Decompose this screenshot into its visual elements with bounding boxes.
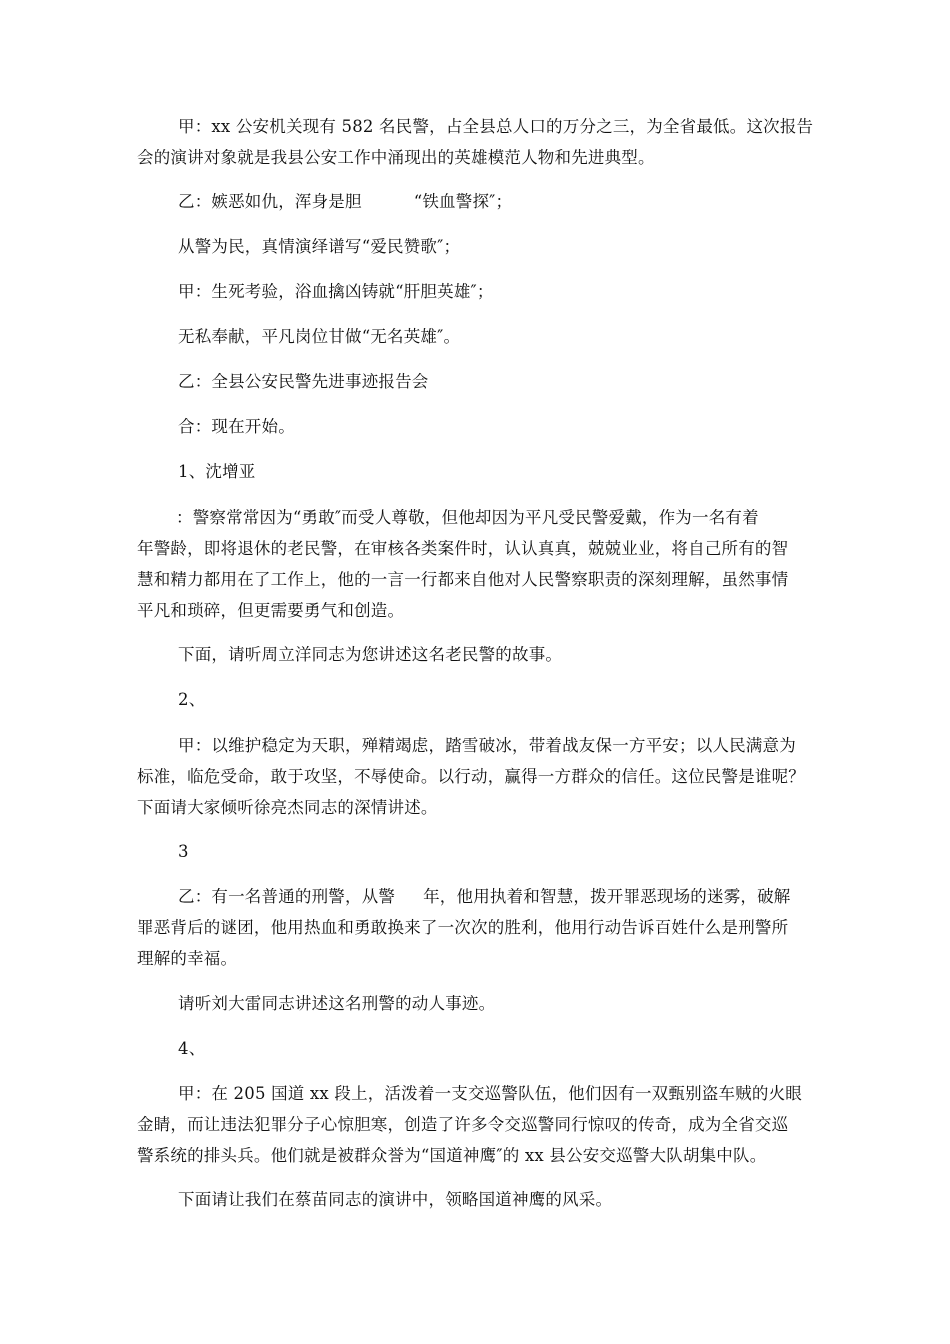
paragraph-line: 慧和精力都用在了工作上，他的一言一行都来自他对人民警察职责的深刻理解，虽然事情: [137, 570, 789, 589]
paragraph-line: 合：现在开始。: [178, 417, 295, 436]
paragraph-line: ：警察常常因为“勇敢″而受人尊敬，但他却因为平凡受民警爱戴，作为一名有着: [176, 508, 759, 527]
paragraph-line: 理解的幸福。: [137, 949, 238, 968]
paragraph-line: 下面，请听周立洋同志为您讲述这名老民警的故事。: [178, 645, 563, 664]
paragraph-line: 从警为民，真情演绎谱写“爱民赞歌″；: [178, 237, 461, 256]
paragraph-line: 甲：以维护稳定为天职，殚精竭虑，踏雪破冰，带着战友保一方平安；以人民满意为: [178, 736, 796, 755]
section-number: 4、: [178, 1039, 206, 1058]
paragraph-line: 罪恶背后的谜团，他用热血和勇敢换来了一次次的胜利，他用行动告诉百姓什么是刑警所: [137, 918, 789, 937]
section-number: 3: [178, 842, 189, 861]
paragraph-line: 下面请让我们在蔡苗同志的演讲中，领略国道神鹰的风采。: [178, 1190, 613, 1209]
paragraph-line: 甲：在 205 国道 xx 段上，活泼着一支交巡警队伍，他们因有一双甄别盗车贼的火眼: [178, 1084, 802, 1103]
paragraph-line: 下面请大家倾听徐亮杰同志的深情讲述。: [137, 798, 438, 817]
paragraph-line: [178, 887, 791, 907]
text-segment: 年，他用执着和智慧，拨开罪恶现场的迷雾，破解: [423, 887, 791, 906]
text-segment: “铁血警探″；: [413, 192, 513, 211]
paragraph-line: 年警龄，即将退休的老民警，在审核各类案件时，认认真真，兢兢业业，将自己所有的智: [137, 539, 789, 558]
paragraph-line: 请听刘大雷同志讲述这名刑警的动人事迹。: [178, 994, 496, 1013]
paragraph-line: 标准，临危受命，敢于攻坚，不辱使命。以行动，赢得一方群众的信任。这位民警是谁呢？: [137, 767, 805, 786]
paragraph-line: 会的演讲对象就是我县公安工作中涌现出的英雄模范人物和先进典型。: [137, 148, 655, 167]
paragraph-line: 甲：生死考验，浴血擒凶铸就“肝胆英雄″；: [178, 282, 494, 301]
paragraph-line: [178, 192, 512, 212]
text-segment: 乙：嫉恶如仇，浑身是胆: [178, 192, 362, 211]
section-number: 2、: [178, 690, 206, 709]
paragraph-line: 甲：xx 公安机关现有 582 名民警，占全县总人口的万分之三，为全省最低。这次报告: [178, 117, 814, 136]
paragraph-line: 金睛，而让违法犯罪分子心惊胆寒，创造了许多令交巡警同行惊叹的传奇，成为全省交巡: [137, 1115, 789, 1134]
paragraph-line: 平凡和琐碎，但更需要勇气和创造。: [137, 601, 405, 620]
section-number: 1、沈增亚: [178, 462, 256, 481]
paragraph-line: 乙：全县公安民警先进事迹报告会: [178, 372, 429, 391]
paragraph-line: 警系统的排头兵。他们就是被群众誉为“国道神鹰″的 xx 县公安交巡警大队胡集中队。: [137, 1146, 767, 1165]
paragraph-line: 无私奉献，平凡岗位甘做“无名英雄″。: [178, 327, 461, 346]
text-segment: 乙：有一名普通的刑警，从警: [178, 887, 396, 906]
